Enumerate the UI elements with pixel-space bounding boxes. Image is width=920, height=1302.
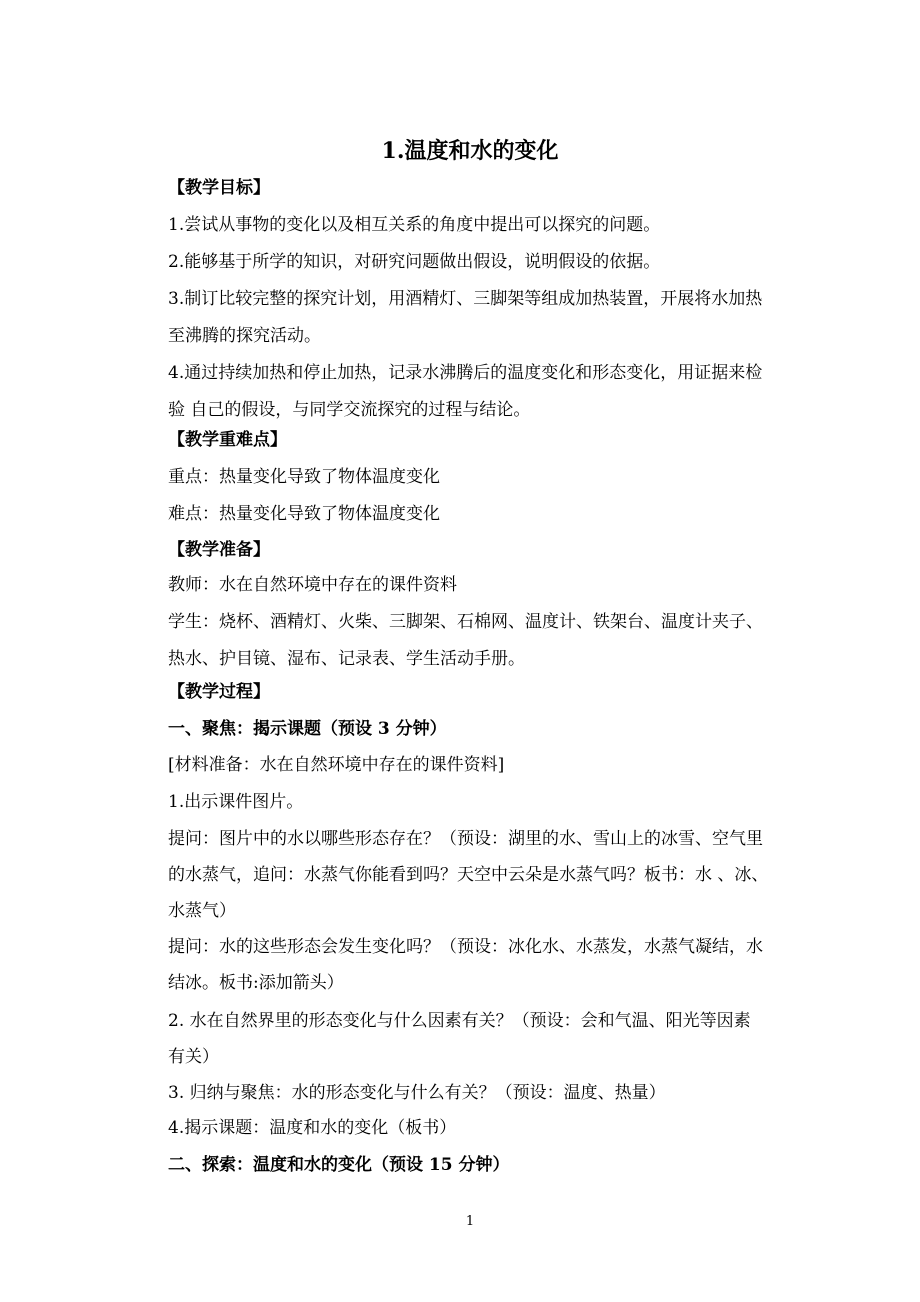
text-line: 提问：水的这些形态会发生变化吗？（预设：冰化水、水蒸发，水蒸气凝结，水 — [168, 937, 763, 957]
text-line: 学生：烧杯、酒精灯、火柴、三脚架、石棉网、温度计、铁架台、温度计夹子、 — [168, 612, 763, 632]
text-line: 热水、护目镜、湿布、记录表、学生活动手册。 — [168, 649, 525, 669]
text-line: 重点：热量变化导致了物体温度变化 — [168, 467, 440, 487]
text-line: 3.制订比较完整的探究计划，用酒精灯、三脚架等组成加热装置，开展将水加热 — [168, 289, 763, 309]
subsection-heading: 一、聚焦：揭示课题（预设 3 分钟） — [168, 719, 447, 739]
text-line: 4.揭示课题：温度和水的变化（板书） — [168, 1118, 457, 1138]
text-line: 验 自己的假设，与同学交流探究的过程与结论。 — [168, 400, 531, 420]
text-line: [材料准备：水在自然环境中存在的课件资料] — [168, 755, 505, 775]
text-line: 提问：图片中的水以哪些形态存在？（预设：湖里的水、雪山上的冰雪、空气里 — [168, 829, 763, 849]
section-heading: 【教学过程】 — [168, 682, 270, 702]
subsection-heading: 二、探索：温度和水的变化（预设 15 分钟） — [168, 1155, 510, 1175]
section-heading: 【教学重难点】 — [168, 430, 287, 450]
text-line: 结冰。板书:添加箭头） — [168, 973, 344, 993]
section-heading: 【教学准备】 — [168, 540, 270, 560]
document-title: 1.温度和水的变化 — [381, 138, 559, 164]
section-heading: 【教学目标】 — [168, 178, 270, 198]
text-line: 4.通过持续加热和停止加热，记录水沸腾后的温度变化和形态变化，用证据来检 — [168, 363, 763, 383]
text-line: 3. 归纳与聚焦：水的形态变化与什么有关？（预设：温度、热量） — [168, 1083, 666, 1103]
text-line: 水蒸气） — [168, 901, 236, 921]
text-line: 难点：热量变化导致了物体温度变化 — [168, 504, 440, 524]
text-line: 2.能够基于所学的知识，对研究问题做出假设，说明假设的依据。 — [168, 252, 661, 272]
text-line: 有关） — [168, 1047, 219, 1067]
text-line: 1.尝试从事物的变化以及相互关系的角度中提出可以探究的问题。 — [168, 215, 661, 235]
text-line: 的水蒸气，追问：水蒸气你能看到吗？天空中云朵是水蒸气吗？板书：水 、冰、 — [168, 865, 769, 885]
text-line: 2. 水在自然界里的形态变化与什么因素有关？（预设：会和气温、阳光等因素 — [168, 1011, 751, 1031]
page-number: 1 — [465, 1214, 475, 1229]
text-line: 至沸腾的探究活动。 — [168, 326, 321, 346]
text-line: 教师：水在自然环境中存在的课件资料 — [168, 575, 457, 595]
text-line: 1.出示课件图片。 — [168, 792, 304, 812]
